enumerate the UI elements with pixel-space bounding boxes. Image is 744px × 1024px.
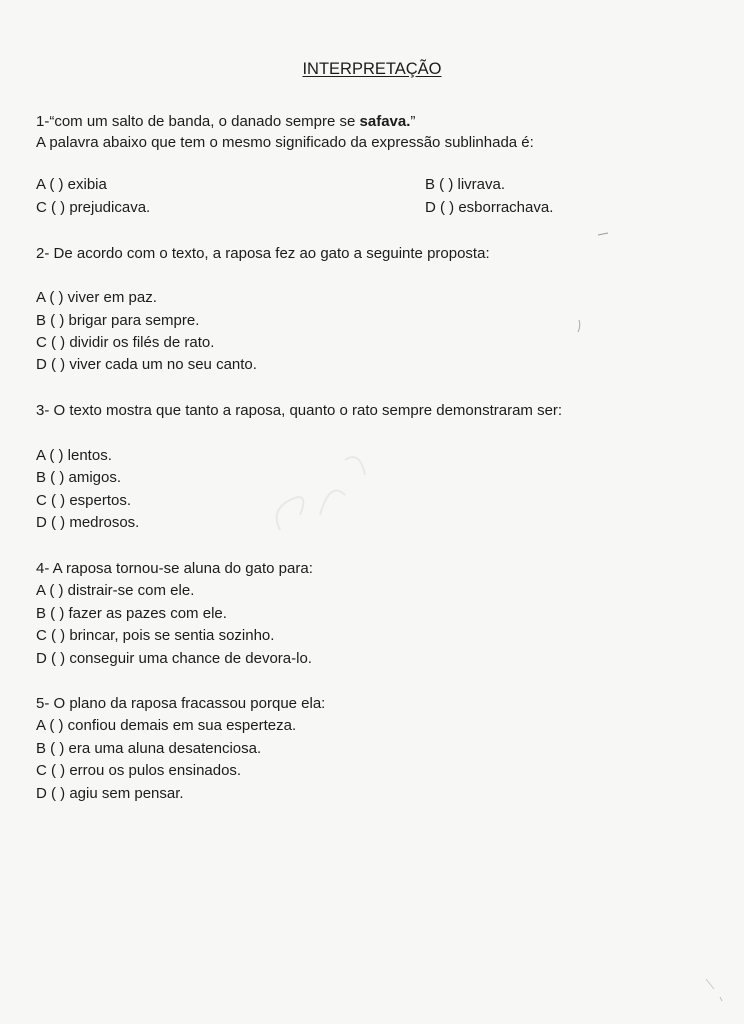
question-4-option-c: C ( ) brincar, pois se sentia sozinho. bbox=[36, 627, 275, 644]
question-2-option-d: D ( ) viver cada um no seu canto. bbox=[36, 356, 257, 373]
question-3-option-d: D ( ) medrosos. bbox=[36, 514, 140, 531]
question-5-option-d: D ( ) agiu sem pensar. bbox=[36, 785, 184, 802]
question-1-option-a: A ( ) exibia bbox=[36, 176, 107, 193]
question-1-quote-text: 1-“com um salto de banda, o danado sempre se bbox=[36, 113, 360, 130]
question-4-option-b: B ( ) fazer as pazes com ele. bbox=[36, 605, 227, 622]
faint-watermark-icon bbox=[250, 420, 390, 560]
question-2-prompt: 2- De acordo com o texto, a raposa fez ao gato a seguinte proposta: bbox=[36, 245, 490, 262]
question-3-prompt: 3- O texto mostra que tanto a raposa, quanto o rato sempre demonstraram ser: bbox=[36, 402, 563, 419]
question-4-option-d: D ( ) conseguir uma chance de devora-lo. bbox=[36, 650, 312, 667]
question-5-option-c: C ( ) errou os pulos ensinados. bbox=[36, 762, 242, 779]
question-5-option-b: B ( ) era uma aluna desatenciosa. bbox=[36, 740, 262, 757]
question-2-option-c: C ( ) dividir os filés de rato. bbox=[36, 334, 215, 351]
question-1-option-b: B ( ) livrava. bbox=[425, 176, 506, 193]
scan-speck-icon bbox=[596, 230, 612, 238]
question-2-option-a: A ( ) viver em paz. bbox=[36, 289, 157, 306]
question-4-prompt: 4- A raposa tornou-se aluna do gato para: bbox=[36, 560, 313, 577]
question-1-option-c: C ( ) prejudicava. bbox=[36, 199, 151, 216]
question-5-option-a: A ( ) confiou demais em sua esperteza. bbox=[36, 717, 297, 734]
scan-mark-icon bbox=[574, 318, 584, 336]
question-3-option-c: C ( ) espertos. bbox=[36, 492, 132, 509]
question-5-prompt: 5- O plano da raposa fracassou porque ela: bbox=[36, 695, 326, 712]
question-1-option-d: D ( ) esborrachava. bbox=[425, 199, 554, 216]
page-title: INTERPRETAÇÃO bbox=[302, 60, 442, 78]
highlighted-word: safava. bbox=[359, 113, 411, 130]
question-1-quote-close: ” bbox=[410, 113, 416, 130]
question-3-option-b: B ( ) amigos. bbox=[36, 469, 122, 486]
question-2-option-b: B ( ) brigar para sempre. bbox=[36, 312, 200, 329]
question-4-option-a: A ( ) distrair-se com ele. bbox=[36, 582, 195, 599]
corner-smudge-icon bbox=[700, 975, 730, 1005]
question-1-prompt: A palavra abaixo que tem o mesmo significado da expressão sublinhada é: bbox=[36, 134, 534, 151]
question-3-option-a: A ( ) lentos. bbox=[36, 447, 112, 464]
question-1-quote bbox=[36, 112, 415, 132]
